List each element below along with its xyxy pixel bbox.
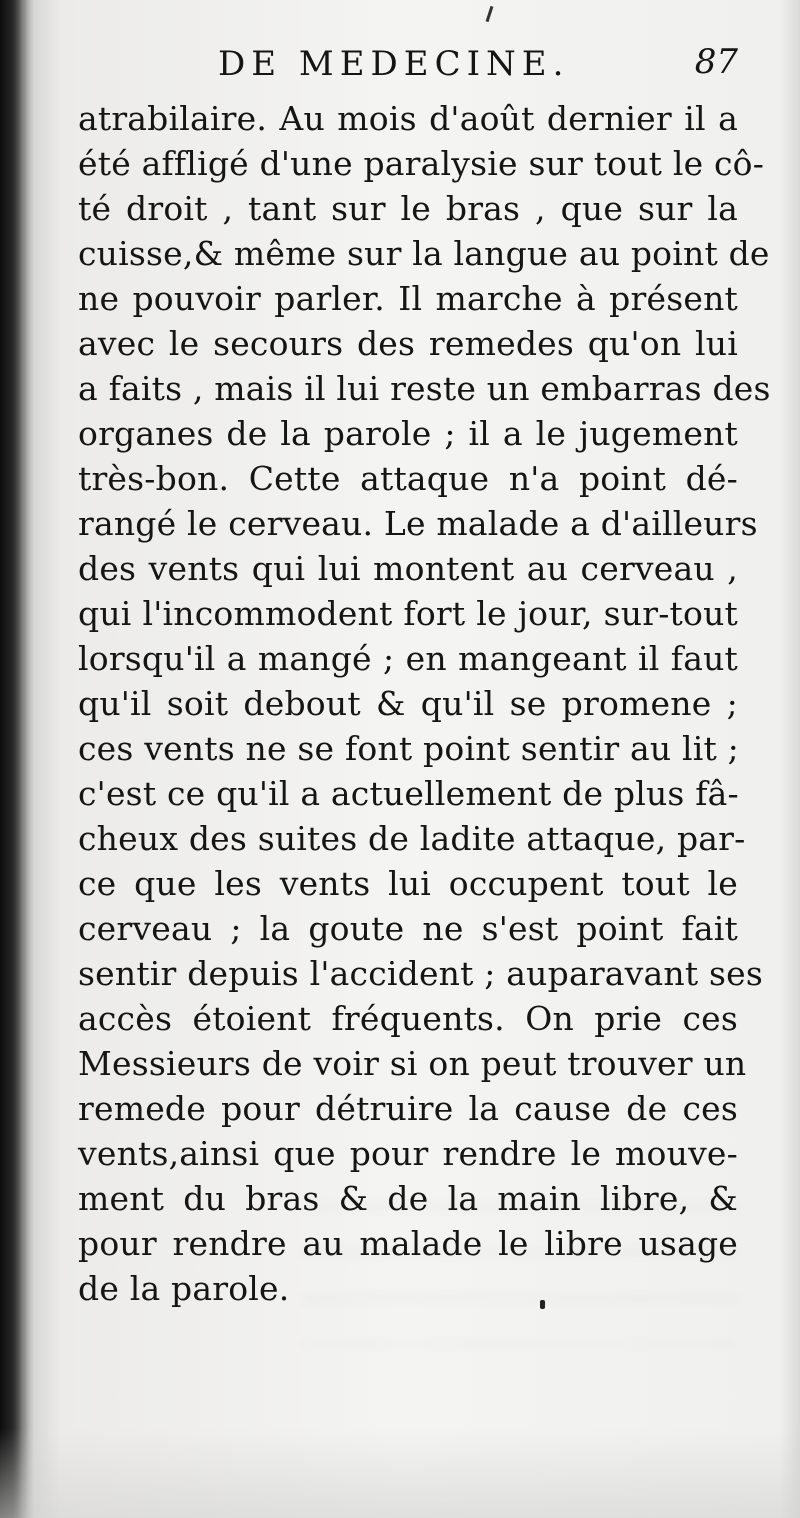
text-line: été affligé d'une paralysie sur tout le cô- <box>78 144 765 183</box>
text-line: pour rendre au malade le libre usage <box>78 1224 738 1263</box>
text-line: lorsqu'il a mangé ; en mangeant il faut <box>78 639 738 678</box>
binding-shadow <box>0 0 28 1518</box>
text-line: vents,ainsi que pour rendre le mouve- <box>78 1134 738 1173</box>
text-line: remede pour détruire la cause de ces <box>78 1089 738 1128</box>
text-line: organes de la parole ; il a le jugement <box>78 414 738 453</box>
text-line: ne pouvoir parler. Il marche à présent <box>78 279 738 318</box>
text-line: sentir depuis l'accident ; auparavant ses <box>78 954 763 993</box>
text-line: cuisse,& même sur la langue au point de <box>78 234 770 273</box>
text-line: accès étoient fréquents. On prie ces <box>78 999 738 1038</box>
text-line: atrabilaire. Au mois d'août dernier il a <box>78 99 738 138</box>
text-line: Messieurs de voir si on peut trouver un <box>78 1044 747 1083</box>
page-number: 87 <box>694 42 738 82</box>
text-line: rangé le cerveau. Le malade a d'ailleurs <box>78 504 758 543</box>
text-line: des vents qui lui montent au cerveau , <box>78 549 738 588</box>
body-text <box>78 96 771 1311</box>
text-line: cheux des suites de ladite attaque, par- <box>78 819 746 858</box>
text-line: ce que les vents lui occupent tout le <box>78 864 738 903</box>
running-head: DE MEDECINE. <box>218 44 570 84</box>
page-header <box>78 40 738 96</box>
text-line: qu'il soit debout & qu'il se promene ; <box>78 684 738 723</box>
text-line: qui l'incommodent fort le jour, sur-tout <box>78 594 738 633</box>
text-line-last: de la parole. <box>78 1269 290 1308</box>
text-line: avec le secours des remedes qu'on lui <box>78 324 738 363</box>
text-line: ces vents ne se font point sentir au lit ; <box>78 729 740 768</box>
book-page <box>78 40 771 1311</box>
text-line: très-bon. Cette attaque n'a point dé- <box>78 459 738 498</box>
text-line: c'est ce qu'il a actuellement de plus fâ- <box>78 774 739 813</box>
text-line: ment du bras & de la main libre, & <box>78 1179 738 1218</box>
text-line: té droit , tant sur le bras , que sur la <box>78 189 738 228</box>
bottom-margin-fade <box>0 1428 800 1518</box>
text-line: a faits , mais il lui reste un embarras des <box>78 369 771 408</box>
text-line: cerveau ; la goute ne s'est point fait <box>78 909 738 948</box>
